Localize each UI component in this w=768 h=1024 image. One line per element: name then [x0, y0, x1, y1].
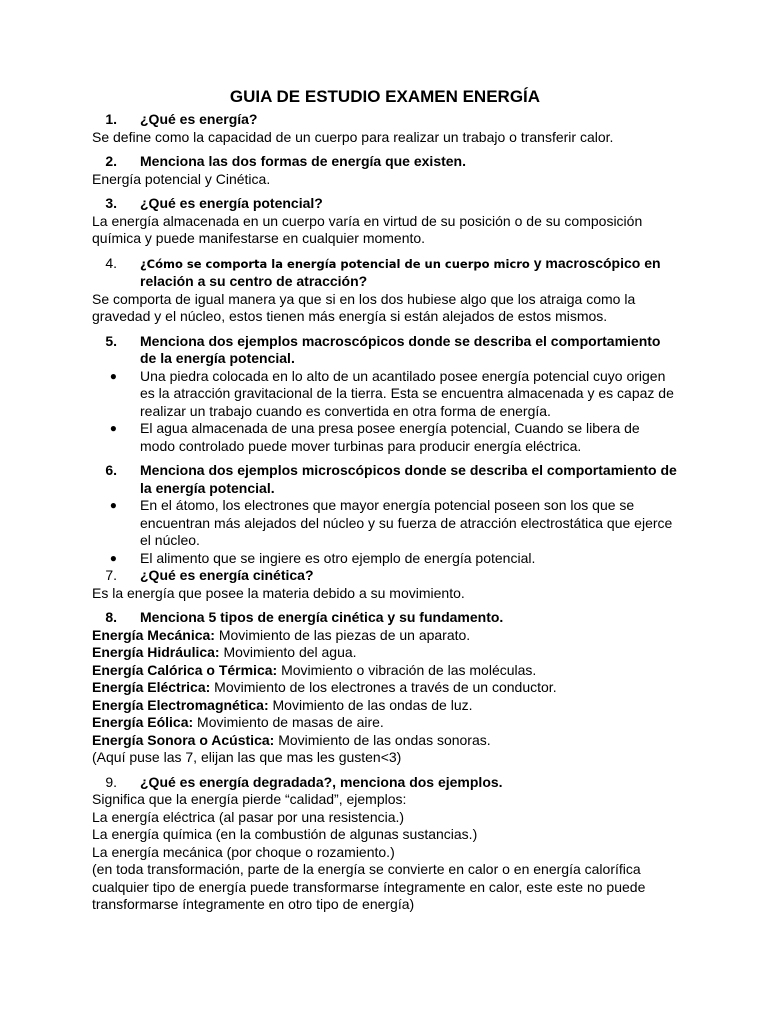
question-number: 5. [105, 332, 117, 349]
question-text: Menciona dos ejemplos macroscópicos donde se describa el comportamiento de la energía potencial. [140, 332, 661, 366]
question-text-part1: ¿Cómo se comporta la energía potencial de un cuerpo micro [140, 256, 530, 271]
answer-7: Es la energía que posee la materia debido a su movimiento. [92, 584, 465, 601]
bullet-icon: ● [109, 498, 117, 512]
question-text: Menciona dos ejemplos microscópicos donde se describa el comportamiento de la energía potencial. [140, 462, 677, 496]
question-text [140, 255, 678, 291]
list-item: Energía Calórica o Térmica: Movimiento o vibración de las moléculas. [92, 661, 537, 678]
answer-9 [92, 791, 678, 914]
question-1 [92, 111, 678, 129]
answer-line: Significa que la energía pierde “calidad”, ejemplos: [92, 791, 407, 807]
question-text: ¿Qué es energía potencial? [140, 195, 323, 211]
question-number: 1. [105, 111, 117, 127]
answer-4: Se comporta de igual manera ya que si en los dos hubiese algo que los atraiga como la gravedad y el núcleo, estos tienen más energía si están alejados de estos mismos. [92, 290, 636, 324]
question-text: ¿Qué es energía cinética? [140, 567, 314, 583]
bullet-icon: ● [109, 550, 117, 565]
answer-line: (en toda transformación, parte de la energía se convierte en calor o en energía calorífica cualquier tipo de energía puede transformarse íntegramente en calor, este este no puede transformarse íntegramente en otro tipo de energía) [92, 861, 646, 912]
question-number: 6. [105, 462, 117, 478]
question-number: 2. [105, 153, 117, 169]
list-item: ● El alimento que se ingiere es otro ejemplo de energía potencial. [92, 550, 678, 568]
list-item: Energía Hidráulica: Movimiento del agua. [92, 644, 357, 660]
question-number: 4. [105, 254, 117, 271]
question-3 [92, 195, 678, 213]
energy-types-list [92, 627, 678, 767]
question-5 [92, 333, 678, 368]
question-4 [92, 255, 678, 291]
document-title: GUIA DE ESTUDIO EXAMEN ENERGÍA [229, 87, 541, 106]
answer-1: Se define como la capacidad de un cuerpo para realizar un trabajo o transferir calor. [92, 128, 614, 145]
bullet-list-5 [92, 368, 678, 456]
question-text-part2: y macroscópico en relación a su centro de atracción? [140, 254, 661, 289]
question-7 [92, 567, 678, 585]
question-text: Menciona las dos formas de energía que existen. [140, 153, 466, 169]
answer-2: Energía potencial y Cinética. [92, 170, 271, 187]
answer-line: La energía mecánica (por choque o rozamiento.) [92, 843, 395, 860]
bullet-icon: ● [109, 421, 117, 435]
answer-3: La energía almacenada en un cuerpo varía en virtud de su posición o de su composición química y puede manifestarse en cualquier momento. [92, 212, 643, 246]
list-item: Energía Electromagnética: Movimiento de las ondas de luz. [92, 696, 473, 713]
list-item: ● En el átomo, los electrones que mayor energía potencial poseen son los que se encuentran más alejados del núcleo y su fuerza de atracción electrostática que ejerce el núcleo. [92, 497, 678, 550]
list-item: ● El agua almacenada de una presa posee energía potencial, Cuando se libera de modo controlado puede mover turbinas para producir energía eléctrica. [92, 420, 678, 455]
question-text: Menciona 5 tipos de energía cinética y su fundamento. [140, 609, 504, 625]
question-text: ¿Qué es energía? [140, 111, 258, 127]
list-item: Energía Sonora o Acústica: Movimiento de las ondas sonoras. [92, 731, 491, 748]
question-number: 9. [105, 773, 117, 790]
question-9 [92, 774, 678, 792]
list-item: Energía Mecánica: Movimiento de las piezas de un aparato. [92, 626, 471, 643]
bullet-icon: ● [109, 368, 117, 383]
question-number: 8. [105, 609, 117, 625]
bullet-list-6 [92, 497, 678, 567]
question-number: 3. [105, 195, 117, 211]
question-number: 7. [105, 567, 117, 583]
question-text: ¿Qué es energía degradada?, menciona dos ejemplos. [140, 773, 503, 790]
list-item: Energía Eólica: Movimiento de masas de aire. [92, 714, 384, 730]
list-item: ● Una piedra colocada en lo alto de un acantilado posee energía potencial cuyo origen es la atracción gravitacional de la tierra. Esta se encuentra almacenada y es capaz de realizar un trabajo cuando es convertida en otra forma de energía. [92, 368, 678, 421]
note: (Aquí puse las 7, elijan las que mas les gusten<3) [92, 749, 402, 765]
answer-line: La energía eléctrica (al pasar por una resistencia.) [92, 808, 405, 825]
question-2 [92, 153, 678, 171]
question-6 [92, 462, 678, 497]
answer-line: La energía química (en la combustión de algunas sustancias.) [92, 826, 478, 842]
question-8 [92, 609, 678, 627]
list-item: Energía Eléctrica: Movimiento de los electrones a través de un conductor. [92, 679, 557, 695]
